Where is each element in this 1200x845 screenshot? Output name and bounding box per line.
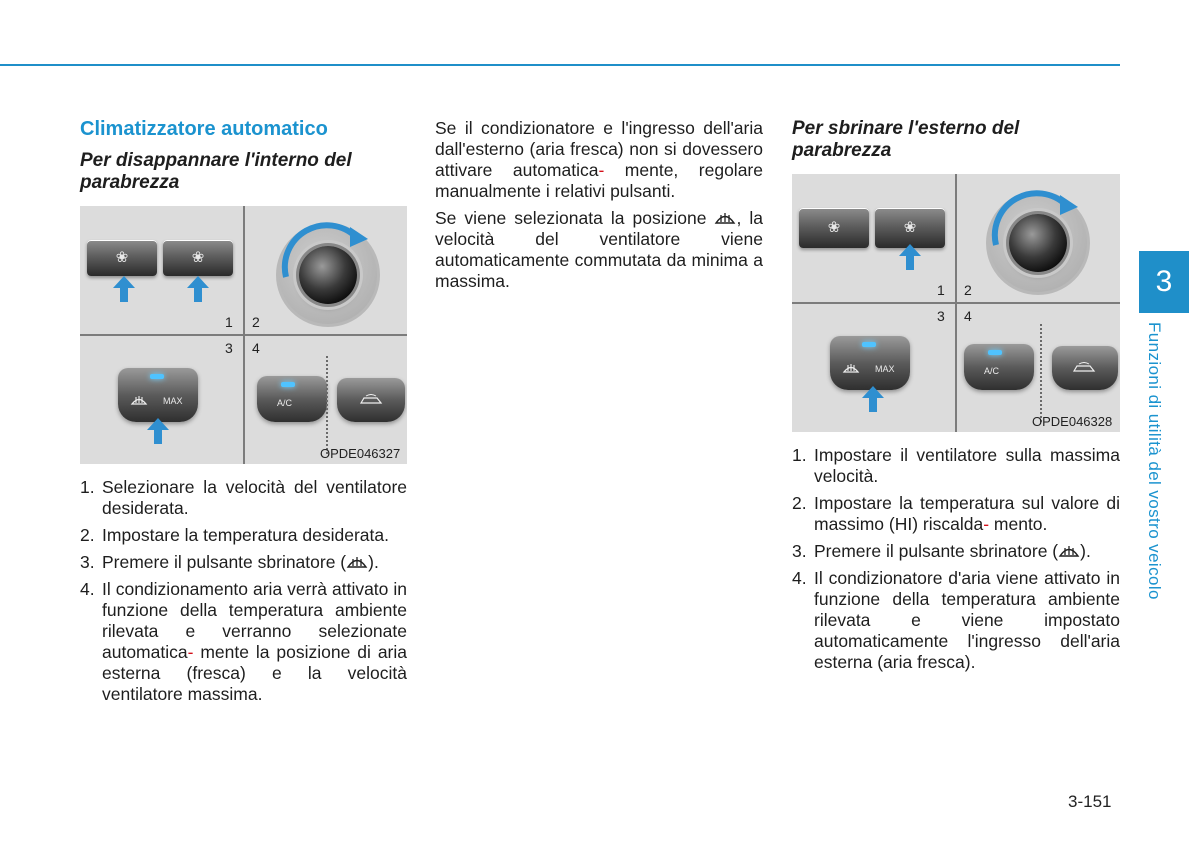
led-indicator	[988, 350, 1002, 355]
chapter-side-title: Funzioni di utilità del vostro veicolo	[1145, 322, 1164, 600]
car-recirculation-icon	[1072, 362, 1096, 374]
defrost-icon	[1058, 542, 1080, 560]
max-defrost-button	[830, 336, 910, 390]
list-item: 3. Premere il pulsante sbrinatore ( ).	[792, 541, 1091, 561]
figure-exterior-defrost	[792, 174, 1120, 432]
paragraph-manual-adjust: Se il condizionatore e l'ingresso dell'aria dall'esterno (aria fresca) non si dovessero attivare automatica- mente, regolare manualmente i relativi pulsanti.	[435, 118, 763, 201]
max-label: MAX	[163, 396, 183, 406]
led-indicator	[150, 374, 164, 379]
figure-divider-horizontal	[792, 302, 1120, 304]
list-item: 1. Impostare il ventilatore sulla massima velocità.	[792, 445, 1120, 486]
figure-label-4: 4	[252, 340, 260, 356]
fan-icon: ❀	[903, 219, 917, 237]
chapter-tab: 3	[1139, 251, 1189, 313]
fan-down-button	[87, 240, 157, 276]
list-item: 1. Selezionare la velocità del ventilatore desiderata.	[80, 477, 407, 518]
list-item: 3. Premere il pulsante sbrinatore ( ).	[80, 552, 379, 572]
ac-button	[964, 344, 1034, 390]
arrow-up-icon	[147, 418, 169, 444]
subtitle-interior-defog: Per disappannare l'interno del parabrezza	[80, 150, 352, 193]
defrost-icon	[346, 553, 368, 571]
arrow-up-icon	[113, 276, 135, 302]
list-item: 2. Impostare la temperatura sul valore di massimo (HI) riscalda- mento.	[792, 493, 1120, 534]
arrow-up-icon	[899, 244, 921, 270]
figure-interior-defog	[80, 206, 407, 464]
defrost-icon	[842, 361, 860, 375]
list-item: 2. Impostare la temperatura desiderata.	[80, 525, 389, 545]
fan-icon: ❀	[827, 219, 841, 237]
figure-label-3: 3	[937, 308, 945, 324]
left-column	[80, 118, 407, 711]
subtitle-exterior-defrost: Per sbrinare l'esterno del parabrezza	[792, 118, 1020, 161]
knob-arc-arrow-icon	[278, 221, 372, 281]
figure-code: OPDE046328	[1032, 414, 1113, 429]
fan-icon: ❀	[191, 249, 205, 267]
ac-button	[257, 376, 327, 422]
defrost-icon	[130, 393, 148, 407]
figure-label-1: 1	[937, 282, 945, 298]
arrow-up-icon	[862, 386, 884, 412]
paragraph-fan-speed: Se viene selezionata la posizione , la velocità del ventilatore viene automaticamente commutata da minima a massima.	[435, 208, 763, 291]
max-defrost-button	[118, 368, 198, 422]
figure-label-2: 2	[252, 314, 260, 330]
fan-down-button	[799, 208, 869, 248]
page-number: 3-151	[1068, 792, 1112, 811]
figure-label-3: 3	[225, 340, 233, 356]
right-column	[792, 118, 1120, 679]
led-indicator	[862, 342, 876, 347]
middle-column	[435, 118, 763, 298]
recirculation-button	[337, 378, 405, 422]
led-indicator	[281, 382, 295, 387]
ac-label: A/C	[984, 366, 1000, 376]
list-item: 4. Il condizionatore d'aria viene attivato in funzione della temperatura ambiente rilevata e viene impostato automaticamente l'ingresso dell'aria esterna (aria fresca).	[792, 568, 1120, 672]
steps-list-right	[792, 445, 1120, 673]
defrost-icon	[714, 209, 736, 227]
steps-list-left	[80, 477, 407, 705]
fan-up-button	[163, 240, 233, 276]
figure-label-2: 2	[964, 282, 972, 298]
fan-up-button	[875, 208, 945, 248]
figure-label-4: 4	[964, 308, 972, 324]
car-recirculation-icon	[359, 394, 383, 406]
ac-label: A/C	[277, 398, 293, 408]
figure-code: OPDE046327	[320, 446, 401, 461]
knob-arc-arrow-icon	[988, 189, 1082, 249]
arrow-up-icon	[187, 276, 209, 302]
figure-divider-horizontal	[80, 334, 407, 336]
fan-icon: ❀	[115, 249, 129, 267]
recirculation-button	[1052, 346, 1118, 390]
list-item: 4. Il condizionamento aria verrà attivato in funzione della temperatura ambiente rilevata e verranno selezionate automatica- mente la posizione di aria esterna (fresca) e la velocità ventilatore massima.	[80, 579, 407, 704]
section-title: Climatizzatore automatico	[80, 118, 328, 140]
top-rule	[0, 64, 1120, 66]
figure-dotted-divider	[326, 356, 328, 454]
max-label: MAX	[875, 364, 895, 374]
figure-label-1: 1	[225, 314, 233, 330]
figure-dotted-divider	[1040, 324, 1042, 422]
